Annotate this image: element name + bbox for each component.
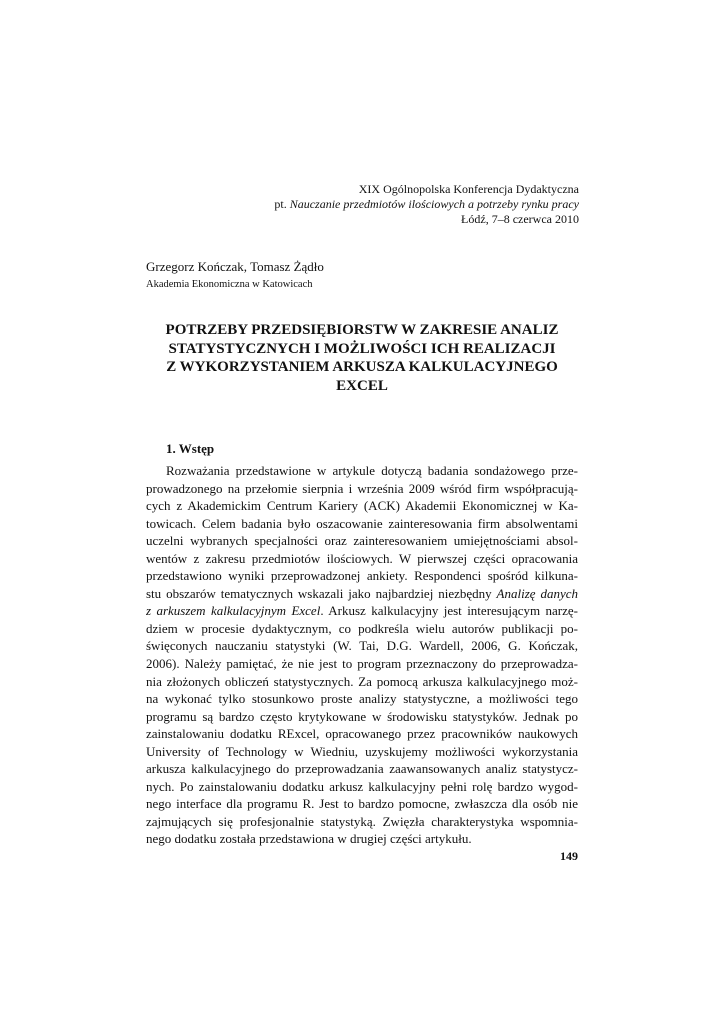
conference-theme bbox=[274, 197, 579, 212]
title-line: STATYSTYCZNYCH I MOŻLIWOŚCI ICH REALIZACJI bbox=[168, 340, 556, 357]
body-line-italic: Analizę danych bbox=[496, 585, 578, 601]
conference-name: XIX Ogólnopolska Konferencja Dydaktyczna bbox=[358, 182, 579, 196]
body-line bbox=[146, 602, 578, 620]
body-line: uczelni wybranych specjalności oraz zainteresowaniem umiejętnościami absol- bbox=[146, 533, 578, 549]
body-line: Rozważania przedstawione w artykule dotyczą badania sondażowego prze- bbox=[166, 463, 578, 478]
body-line: nia złożonych obliczeń statystycznych. Za pomocą arkusza kalkulacyjnego moż- bbox=[146, 673, 578, 689]
title-line: POTRZEBY PRZEDSIĘBIORSTW W ZAKRESIE ANALIZ bbox=[165, 322, 559, 338]
body-line: prowadzonego na przełomie sierpnia i września 2009 wśród firm współpracują- bbox=[146, 480, 578, 496]
body-line: zainstalowaniu dodatku RExcel, opracowanego przez pracowników naukowych bbox=[146, 726, 578, 742]
conference-theme-title: Nauczanie przedmiotów ilościowych a potrzeby rynku pracy bbox=[289, 197, 579, 211]
body-line: wentów z zakresu przedmiotów ilościowych. W pierwszej części opracowania bbox=[146, 550, 578, 566]
section-heading: 1. Wstęp bbox=[166, 441, 215, 456]
body-line-text: . Arkusz kalkulacyjny jest interesującym narzę- bbox=[320, 603, 578, 619]
body-line: arkusza kalkulacyjnego do przeprowadzania zaawansowanych analiz statystycz- bbox=[146, 761, 578, 777]
body-paragraph bbox=[146, 462, 578, 848]
authors: Grzegorz Kończak, Tomasz Żądło bbox=[146, 259, 324, 274]
body-line-italic: z arkuszem kalkulacyjnym Excel bbox=[146, 603, 321, 619]
body-line: święconych nauczaniu statystyki (W. Tai, D.G. Wardell, 2006, G. Kończak, bbox=[146, 638, 578, 654]
conference-header bbox=[274, 182, 579, 227]
affiliation: Akademia Ekonomiczna w Katowicach bbox=[146, 279, 313, 290]
body-line: nych. Po zainstalowaniu dodatku arkusz kalkulacyjny pełni rolę bardzo wygod- bbox=[146, 778, 578, 794]
body-line: programu są bardzo często krytykowane w środowisku statystyków. Jednak po bbox=[146, 708, 578, 724]
body-line: towicach. Celem badania było oszacowanie zainteresowania firm absolwentami bbox=[146, 515, 578, 531]
title-line: EXCEL bbox=[336, 377, 388, 394]
title-line: Z WYKORZYSTANIEM ARKUSZA KALKULACYJNEGO bbox=[166, 359, 558, 375]
body-line-text: stu obszarów tematycznych wskazali jako najbardziej niezbędny bbox=[146, 585, 497, 601]
paper-title bbox=[146, 321, 578, 395]
body-line: cych z Akademickim Centrum Kariery (ACK) Akademii Ekonomicznej w Ka- bbox=[146, 498, 578, 514]
body-line: nego dodatku została przedstawiona w drugiej części artykułu. bbox=[146, 831, 472, 847]
body-line: 2006). Należy pamiętać, że nie jest to program przeznaczony do przeprowadza- bbox=[146, 656, 578, 672]
body-line bbox=[146, 585, 578, 603]
conference-place-date: Łódź, 7–8 czerwca 2010 bbox=[461, 212, 579, 226]
body-line: na wykonać tylko stosunkowo proste analizy statystyczne, a możliwości tego bbox=[146, 691, 578, 707]
body-line: nego interface dla programu R. Jest to bardzo pomocne, zwłaszcza dla osób nie bbox=[146, 796, 578, 812]
body-line: dziem w procesie dydaktycznym, co podkreśla wielu autorów publikacji po- bbox=[146, 620, 578, 636]
body-line: przedstawiono wyniki przeprowadzonej ankiety. Respondenci spośród kilkuna- bbox=[146, 568, 578, 584]
page-number: 149 bbox=[560, 849, 578, 863]
body-line: zajmujących się profesjonalnie statystyką. Zwięzła charakterystyka wspomnia- bbox=[146, 813, 578, 829]
body-line: University of Technology w Wiedniu, uzyskujemy możliwości wykorzystania bbox=[146, 743, 578, 759]
conference-theme-prefix: pt. bbox=[274, 197, 290, 211]
